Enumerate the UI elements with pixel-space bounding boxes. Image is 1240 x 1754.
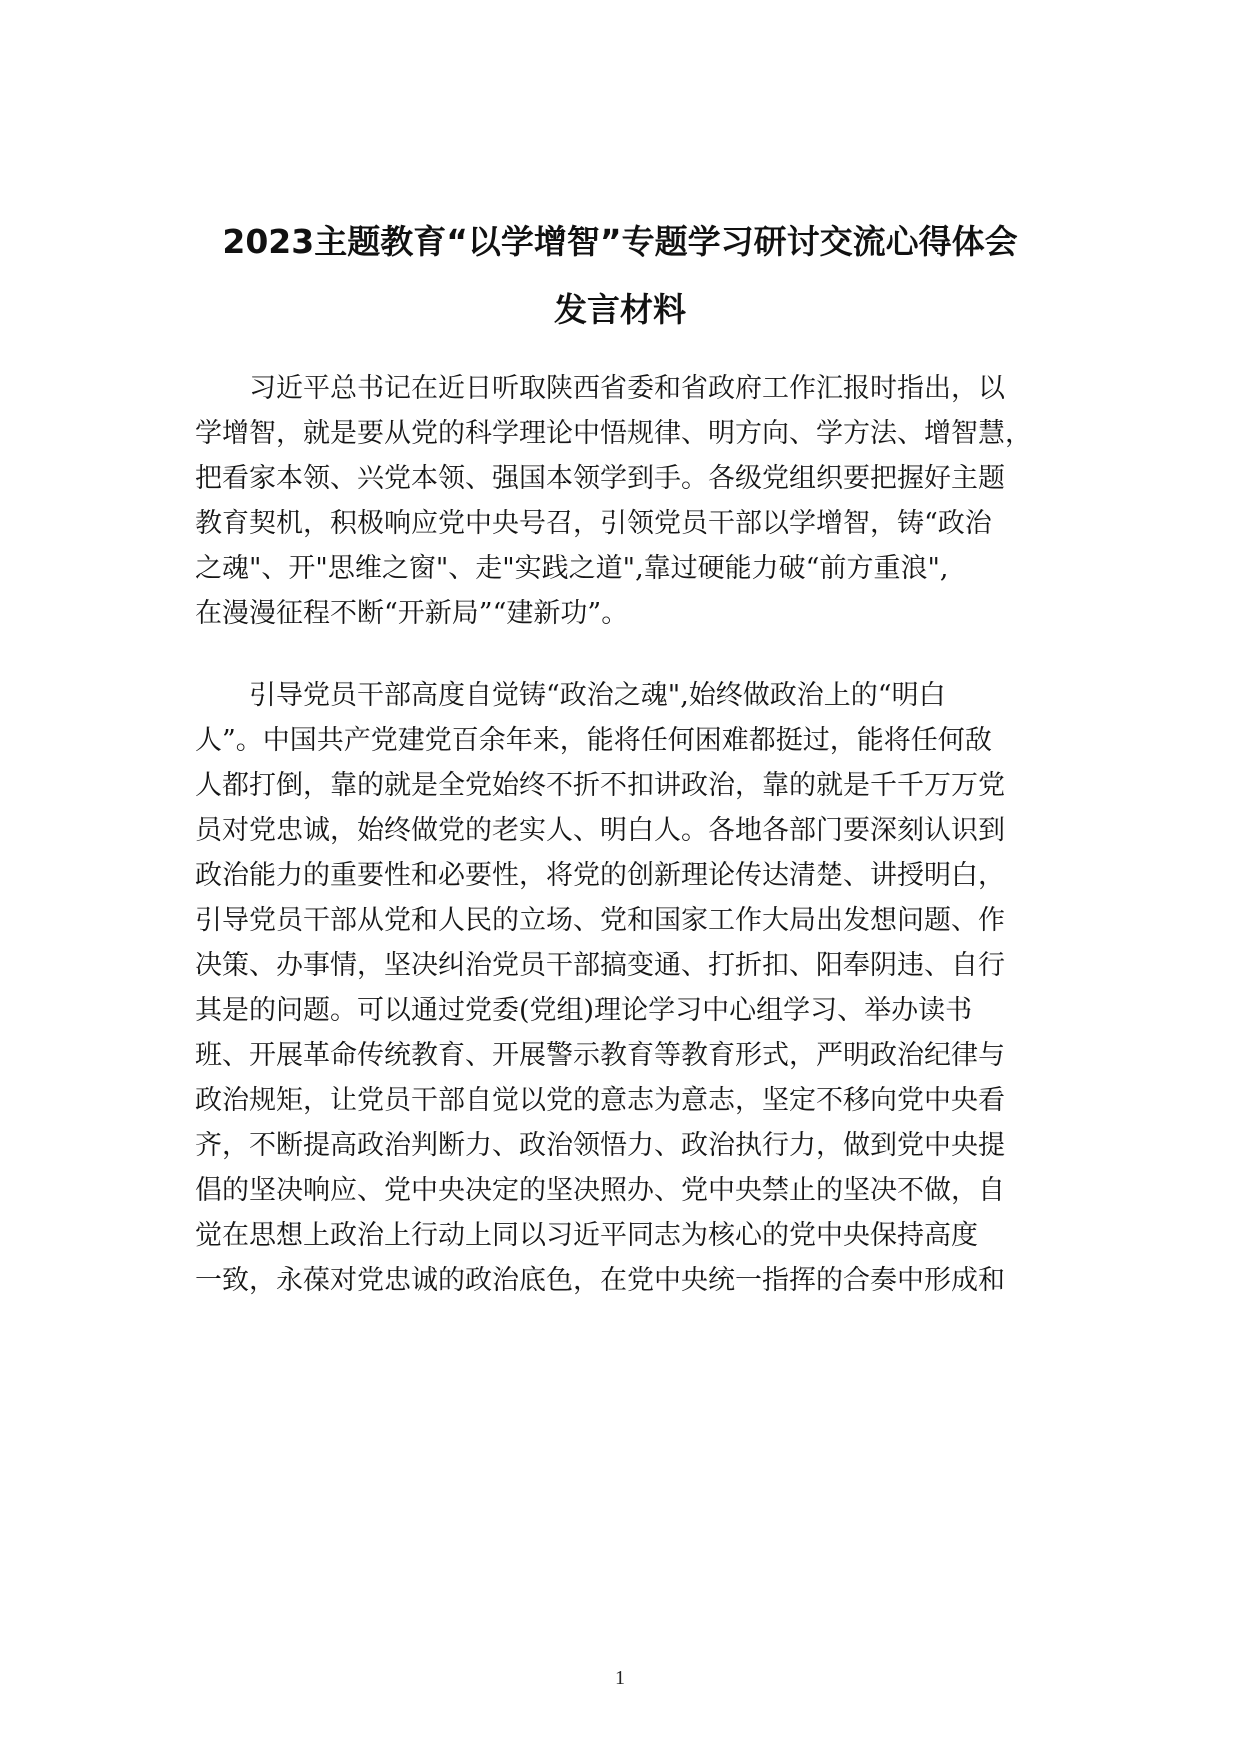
- paragraph-2-line: 人”。中国共产党建党百余年来，能将任何困难都挺过，能将任何敌: [195, 725, 992, 756]
- paragraph-1-line: 教育契机，积极响应党中央号召，引领党员干部以学增智，铸“政治: [195, 508, 992, 539]
- paragraph-2-line: 引导党员干部高度自觉铸“政治之魂",始终做政治上的“明白: [195, 680, 946, 711]
- paragraph-1-line: 之魂"、开"思维之窗"、走"实践之道",靠过硬能力破“前方重浪",: [195, 553, 949, 584]
- title-line-2: 发言材料: [554, 290, 686, 329]
- paragraph-2-line: 齐，不断提高政治判断力、政治领悟力、政治执行力，做到党中央提: [195, 1130, 1005, 1161]
- paragraph-2-line: 一致，永葆对党忠诚的政治底色，在党中央统一指挥的合奏中形成和: [195, 1265, 1005, 1296]
- paragraph-2-line: 决策、办事情，坚决纠治党员干部搞变通、打折扣、阳奉阴违、自行: [195, 950, 1005, 981]
- paragraph-2-line: 倡的坚决响应、党中央决定的坚决照办、党中央禁止的坚决不做，自: [195, 1175, 1005, 1206]
- paragraph-2-line: 引导党员干部从党和人民的立场、党和国家工作大局出发想问题、作: [195, 905, 1005, 936]
- paragraph-2-line: 政治规矩，让党员干部自觉以党的意志为意志，坚定不移向党中央看: [195, 1085, 1005, 1116]
- document-title: [180, 208, 1060, 344]
- paragraph-1-line: 习近平总书记在近日听取陕西省委和省政府工作汇报时指出，以: [195, 373, 1005, 404]
- paragraph-1-line: 把看家本领、兴党本领、强国本领学到手。各级党组织要把握好主题: [195, 463, 1005, 494]
- paragraph-1-line: 学增智，就是要从党的科学理论中悟规律、明方向、学方法、增智慧，: [195, 418, 1032, 449]
- paragraph-2-line: 觉在思想上政治上行动上同以习近平同志为核心的党中央保持高度: [195, 1220, 978, 1251]
- paragraph-1-line: 在漫漫征程不断“开新局”“建新功”。: [195, 598, 629, 629]
- paragraph-2-line: 其是的问题。可以通过党委(党组)理论学习中心组学习、举办读书: [195, 995, 973, 1026]
- paragraph-2-line: 政治能力的重要性和必要性，将党的创新理论传达清楚、讲授明白，: [195, 860, 1005, 891]
- page-number: 1: [615, 1667, 625, 1689]
- paragraph-2-line: 员对党忠诚，始终做党的老实人、明白人。各地各部门要深刻认识到: [195, 815, 1005, 846]
- paragraph-2-line: 人都打倒，靠的就是全党始终不折不扣讲政治，靠的就是千千万万党: [195, 770, 1005, 801]
- title-line-1: 2023主题教育“以学增智”专题学习研讨交流心得体会: [222, 222, 1018, 261]
- paragraph-2-line: 班、开展革命传统教育、开展警示教育等教育形式，严明政治纪律与: [195, 1040, 1005, 1071]
